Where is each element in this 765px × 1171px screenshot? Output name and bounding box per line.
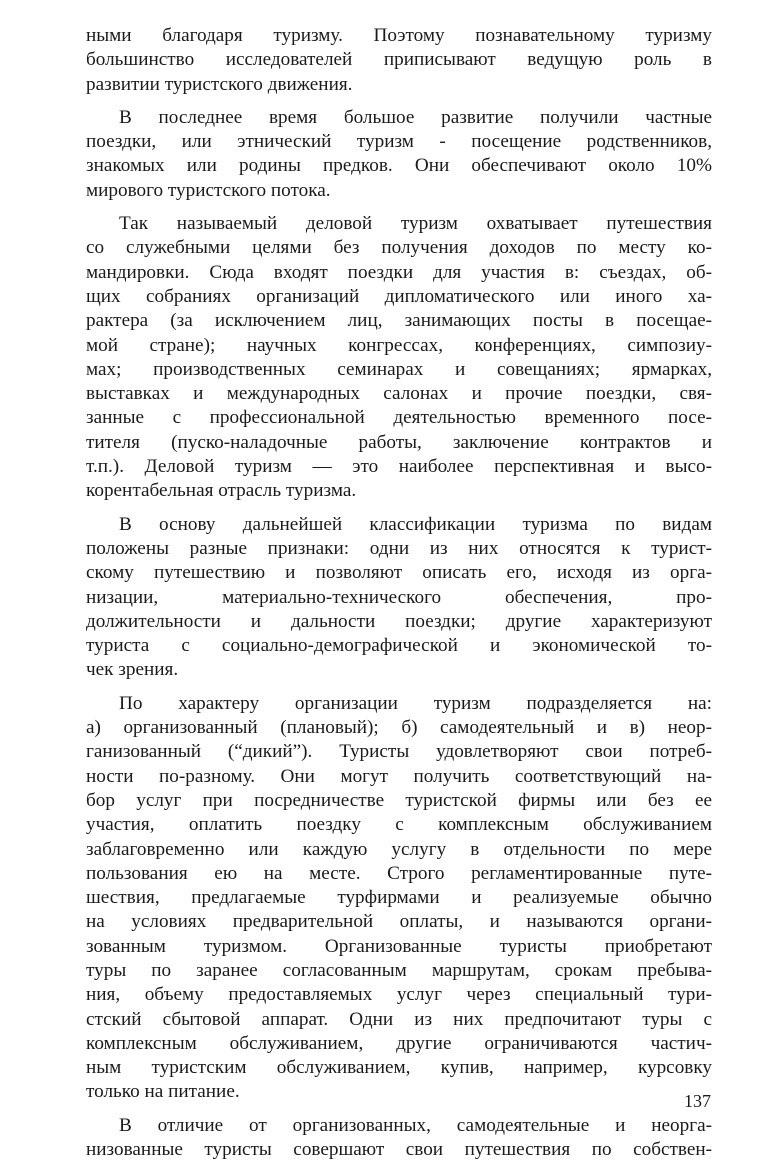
text-line: щих собраниях организаций дипломатического или иного ха- <box>86 285 712 307</box>
text-line: низованные туристы совершают свои путешествия по собствен- <box>86 1139 712 1161</box>
text-line: зованным туризмом. Организованные туристы приобретают <box>86 935 712 957</box>
text-line: низации, материально-технического обеспечения, про- <box>86 586 712 608</box>
text-line: участия, оплатить поездку с комплексным обслуживанием <box>86 814 712 836</box>
text-line: скому путешествию и позволяют описать его, исходя из орга- <box>86 562 712 584</box>
text-line: мандировки. Сюда входят поездки для участия в: съездах, об- <box>86 261 712 283</box>
text-line: мах; производственных семинарах и совещаниях; ярмарках, <box>86 358 712 380</box>
text-line: большинство исследователей приписывают ведущую роль в <box>86 49 712 71</box>
text-line: корентабельная отрасль туризма. <box>86 480 357 502</box>
paragraph <box>86 692 712 1105</box>
text-line: тителя (пуско-наладочные работы, заключение контрактов и <box>86 431 712 453</box>
text-line: стский сбытовой аппарат. Одни из них предпочитают туры с <box>86 1008 712 1030</box>
page-text-body <box>86 24 712 1171</box>
text-line: ния, объему предоставляемых услуг через специальный тури- <box>86 984 712 1006</box>
text-line: По характеру организации туризм подразделяется на: <box>119 692 712 714</box>
text-line: т.п.). Деловой туризм — это наиболее перспективная и высо- <box>86 456 712 478</box>
text-line: развитии туристского движения. <box>86 73 353 95</box>
text-line: на условиях предварительной оплаты, и называются органи- <box>86 911 712 933</box>
text-line: знакомых или родины предков. Они обеспечивают около 10% <box>86 155 712 177</box>
text-line: бор услуг при посредничестве туристской фирмы или без ее <box>86 789 712 811</box>
text-line: чек зрения. <box>86 659 179 681</box>
text-line: только на питание. <box>86 1081 240 1103</box>
text-line: положены разные признаки: одни из них относятся к турист- <box>86 537 712 559</box>
text-line: занные с профессиональной деятельностью временного посе- <box>86 407 712 429</box>
text-line: ганизованный (“дикий”). Туристы удовлетворяют свои потреб- <box>86 741 712 763</box>
text-line: ным туристским обслуживанием, купив, например, курсовку <box>86 1057 712 1079</box>
text-line: Так называемый деловой туризм охватывает путешествия <box>119 213 712 235</box>
text-line: заблаговременно или каждую услугу в отдельности по мере <box>86 838 712 860</box>
paragraph <box>86 106 712 203</box>
paragraph <box>86 212 712 504</box>
text-line: пользования ею на месте. Строго регламентированные путе- <box>86 862 712 884</box>
text-line: комплексным обслуживанием, другие ограничиваются частич- <box>86 1032 712 1054</box>
text-line: должительности и дальности поездки; другие характеризуют <box>86 610 712 632</box>
paragraph <box>86 513 712 683</box>
text-line: шествия, предлагаемые турфирмами и реализуемые обычно <box>86 887 712 909</box>
paragraph <box>86 1114 712 1163</box>
text-line: туриста с социально-демографической и экономической то- <box>86 635 712 657</box>
text-line: туры по заранее согласованным маршрутам, срокам пребыва- <box>86 959 712 981</box>
text-line: ности по-разному. Они могут получить соответствующий на- <box>86 765 712 787</box>
text-line: В отличие от организованных, самодеятельные и неорга- <box>119 1114 712 1136</box>
text-line: а) организованный (плановый); б) самодеятельный и в) неор- <box>86 717 712 739</box>
paragraph <box>86 24 712 97</box>
text-line: мирового туристского потока. <box>86 179 331 201</box>
text-line: В последнее время большое развитие получили частные <box>119 106 712 128</box>
text-line: со служебными целями без получения доходов по месту ко- <box>86 237 712 259</box>
text-line: рактера (за исключением лиц, занимающих посты в посещае- <box>86 310 712 332</box>
text-line: мой стране); научных конгрессах, конференциях, симпозиу- <box>86 334 712 356</box>
text-line: выставках и международных салонах и прочие поездки, свя- <box>86 383 712 405</box>
text-line: поездки, или этнический туризм - посещение родственников, <box>86 131 712 153</box>
page-number: 137 <box>684 1091 711 1111</box>
text-line: В основу дальнейшей классификации туризма по видам <box>119 513 712 535</box>
text-line: ными благодаря туризму. Поэтому познавательному туризму <box>86 25 712 46</box>
